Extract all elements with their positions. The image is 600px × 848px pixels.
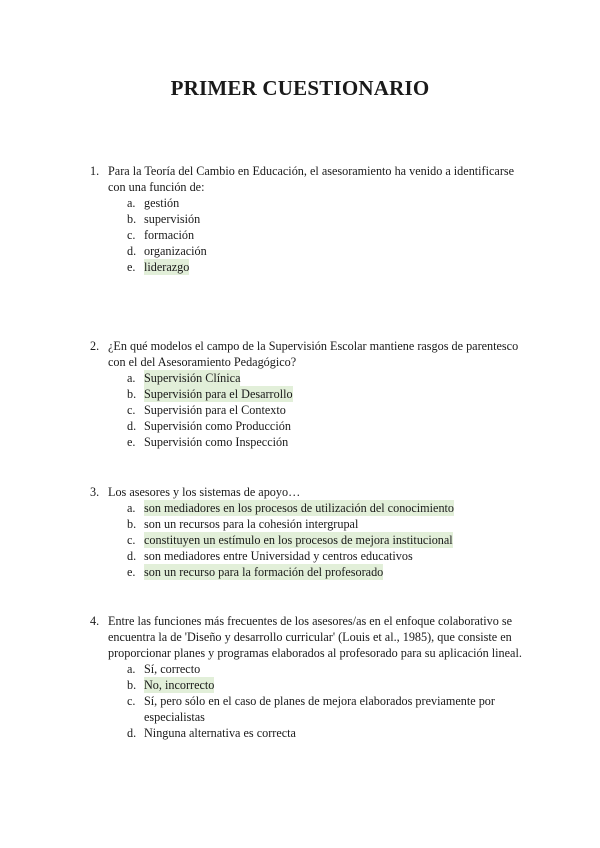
option-letter: c. [127, 533, 136, 547]
option-text: formación [144, 228, 195, 242]
option-letter: b. [127, 517, 137, 531]
option-c [127, 693, 530, 725]
option-text: son un recursos para la cohesión intergrupal [144, 517, 359, 531]
option-b [127, 677, 530, 693]
option-a [127, 370, 530, 386]
option-text-highlighted: constituyen un estímulo en los procesos de mejora institucional [144, 533, 453, 547]
option-text-highlighted: son mediadores en los procesos de utilización del conocimiento [144, 501, 455, 515]
option-letter: b. [127, 678, 137, 692]
option-d [127, 243, 530, 259]
option-c [127, 532, 530, 548]
option-b [127, 516, 530, 532]
question-number: 4. [90, 614, 100, 628]
question-number: 1. [90, 164, 100, 178]
question-1 [90, 163, 530, 275]
question-number: 2. [90, 339, 100, 353]
option-letter: e. [127, 435, 136, 449]
option-text: Sí, correcto [144, 662, 201, 676]
option-letter: e. [127, 565, 136, 579]
option-text: Supervisión para el Contexto [144, 403, 286, 417]
option-letter: c. [127, 694, 136, 708]
option-letter: a. [127, 662, 136, 676]
option-letter: d. [127, 726, 137, 740]
option-list [90, 370, 530, 450]
question-3 [90, 484, 530, 580]
option-text-highlighted: son un recurso para la formación del profesorado [144, 565, 384, 579]
option-letter: d. [127, 244, 137, 258]
option-letter: c. [127, 228, 136, 242]
question-text: ¿En qué modelos el campo de la Supervisión Escolar mantiene rasgos de parentesco con el del Asesoramiento Pedagógico? [108, 339, 519, 369]
option-text: gestión [144, 196, 180, 210]
question-2 [90, 338, 530, 450]
option-c [127, 402, 530, 418]
option-a [127, 661, 530, 677]
option-text-highlighted: Supervisión para el Desarrollo [144, 387, 293, 401]
option-a [127, 195, 530, 211]
option-text-highlighted: liderazgo [144, 260, 190, 274]
option-d [127, 418, 530, 434]
option-b [127, 386, 530, 402]
option-letter: a. [127, 501, 136, 515]
option-letter: b. [127, 212, 137, 226]
option-a [127, 500, 530, 516]
page-title: PRIMER CUESTIONARIO [170, 76, 430, 100]
option-letter: e. [127, 260, 136, 274]
option-list [90, 195, 530, 275]
option-text: organización [144, 244, 207, 258]
option-letter: c. [127, 403, 136, 417]
question-number: 3. [90, 485, 100, 499]
option-e [127, 564, 530, 580]
option-list [90, 661, 530, 741]
option-letter: d. [127, 419, 137, 433]
option-e [127, 434, 530, 450]
option-b [127, 211, 530, 227]
option-text: Supervisión como Producción [144, 419, 291, 433]
option-text: Ninguna alternativa es correcta [144, 726, 296, 740]
question-text: Para la Teoría del Cambio en Educación, el asesoramiento ha venido a identificarse con una función de: [108, 164, 515, 194]
option-text-highlighted: Supervisión Clínica [144, 371, 241, 385]
option-list [90, 500, 530, 580]
option-letter: d. [127, 549, 137, 563]
option-d [127, 725, 530, 741]
option-d [127, 548, 530, 564]
option-text: son mediadores entre Universidad y centros educativos [144, 549, 413, 563]
option-c [127, 227, 530, 243]
option-text: Sí, pero sólo en el caso de planes de mejora elaborados previamente por especialistas [144, 694, 495, 724]
option-letter: a. [127, 371, 136, 385]
question-4 [90, 613, 530, 741]
option-letter: a. [127, 196, 136, 210]
option-text: supervisión [144, 212, 201, 226]
option-text-highlighted: No, incorrecto [144, 678, 215, 692]
option-text: Supervisión como Inspección [144, 435, 289, 449]
question-text: Los asesores y los sistemas de apoyo… [108, 485, 301, 499]
option-e [127, 259, 530, 275]
question-text: Entre las funciones más frecuentes de los asesores/as en el enfoque colaborativo se encuentra la de 'Diseño y desarrollo curricular' (Louis et al., 1985), que consiste en proporcionar planes y programas elaborados al profesorado para su aplicación lineal. [108, 614, 522, 660]
option-letter: b. [127, 387, 137, 401]
